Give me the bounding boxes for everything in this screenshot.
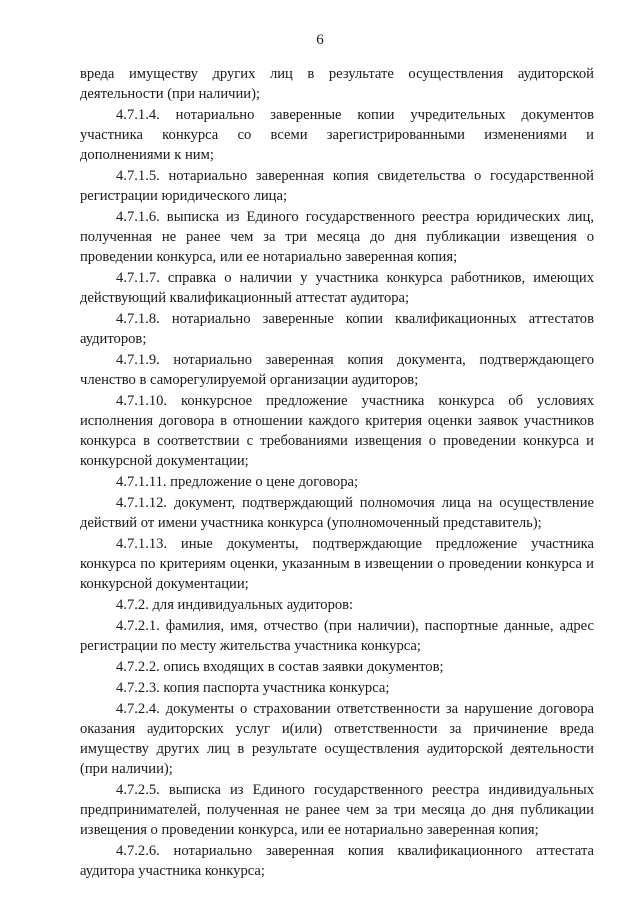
- paragraph-4-7-2-6: 4.7.2.6. нотариально заверенная копия квалификационного аттестата аудитора участника конкурса;: [80, 843, 594, 879]
- paragraph-4-7-1-6: 4.7.1.6. выписка из Единого государственного реестра юридических лиц, полученная не ранее чем за три месяца до дня публикации извещения о проведении конкурса, или ее нотариально заверенная копия;: [80, 209, 594, 265]
- paragraph-4-7-1-9: 4.7.1.9. нотариально заверенная копия документа, подтверждающего членство в саморегулируемой организации аудиторов;: [80, 352, 594, 388]
- paragraph-4-7-1-13: 4.7.1.13. иные документы, подтверждающие предложение участника конкурса по критериям оценки, указанным в извещении о проведении конкурса и конкурсной документации;: [80, 536, 594, 592]
- paragraph-4-7-2-4: 4.7.2.4. документы о страховании ответственности за нарушение договора оказания аудиторских услуг и(или) ответственности за причинение вреда имуществу других лиц в результате осуществления аудиторской деятельности (при наличии);: [80, 701, 594, 777]
- paragraph-4-7-1-5: 4.7.1.5. нотариально заверенная копия свидетельства о государственной регистрации юридического лица;: [80, 168, 594, 204]
- document-body: [80, 64, 594, 882]
- paragraph-4-7-2-2: 4.7.2.2. опись входящих в состав заявки документов;: [116, 659, 444, 675]
- paragraph-4-7-1-11: 4.7.1.11. предложение о цене договора;: [116, 474, 359, 490]
- paragraph-4-7-1-10: 4.7.1.10. конкурсное предложение участника конкурса об условиях исполнения договора в отношении каждого критерия оценки заявок участников конкурса в соответствии с требованиями извещения о проведении конкурса и конкурсной документации;: [80, 393, 594, 469]
- paragraph-4-7-2-1: 4.7.2.1. фамилия, имя, отчество (при наличии), паспортные данные, адрес регистрации по месту жительства участника конкурса;: [80, 618, 594, 654]
- paragraph-4-7-2: 4.7.2. для индивидуальных аудиторов:: [116, 597, 354, 613]
- paragraph-4-7-1-8: 4.7.1.8. нотариально заверенные копии квалификационных аттестатов аудиторов;: [80, 311, 594, 347]
- paragraph-4-7-2-5: 4.7.2.5. выписка из Единого государственного реестра индивидуальных предпринимателей, полученная не ранее чем за три месяца до дня публикации извещения о проведении конкурса, или ее нотариально заверенная копия;: [80, 782, 594, 838]
- page-number: 6: [316, 32, 324, 48]
- paragraph-4-7-1-4: 4.7.1.4. нотариально заверенные копии учредительных документов участника конкурса со всеми зарегистрированными изменениями и дополнениями к ним;: [80, 107, 594, 163]
- paragraph-4-7-1-7: 4.7.1.7. справка о наличии у участника конкурса работников, имеющих действующий квалификационный аттестат аудитора;: [80, 270, 594, 306]
- paragraph-4-7-2-3: 4.7.2.3. копия паспорта участника конкурса;: [116, 680, 390, 696]
- paragraph-4-7-1-12: 4.7.1.12. документ, подтверждающий полномочия лица на осуществление действий от имени участника конкурса (уполномоченный представитель);: [80, 495, 594, 531]
- paragraph-continuation: вреда имуществу других лиц в результате осуществления аудиторской деятельности (при наличии);: [80, 66, 594, 102]
